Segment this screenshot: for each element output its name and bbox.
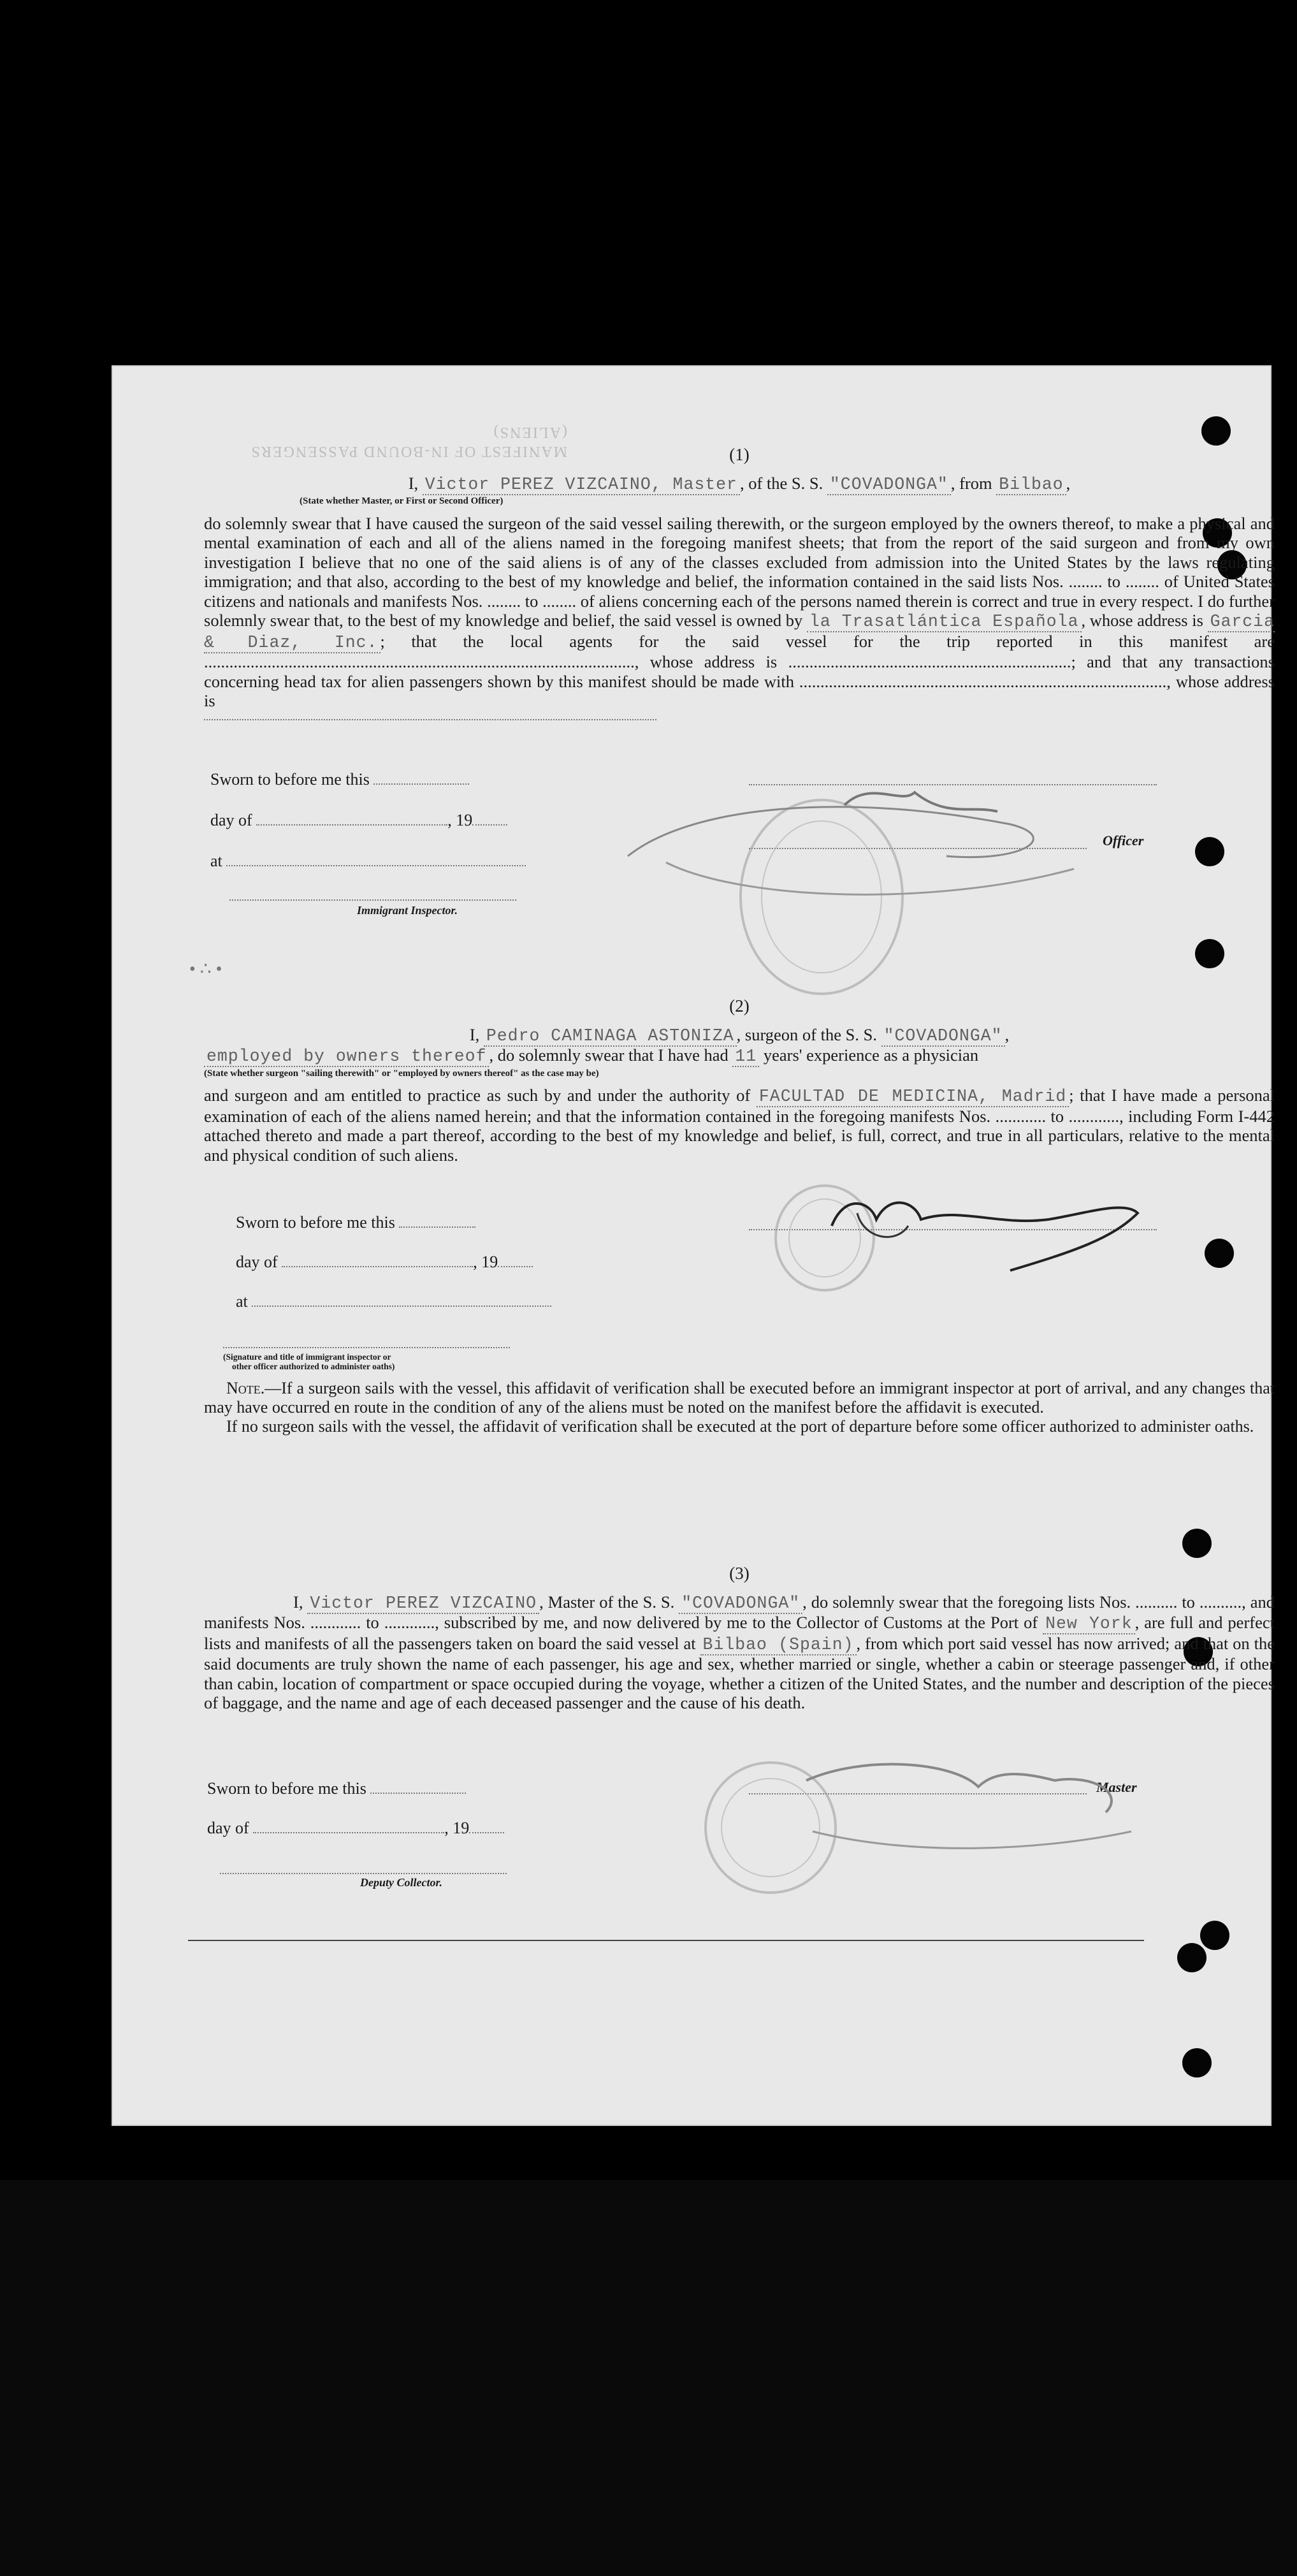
master-oath-text: do solemnly swear that I have caused the surgeon of the said vessel sailing therewith, or the surgeon employed by the owners thereof, to make a physical and mental examination of each and all of the aliens named in the foregoing manifest sheets; that from the report of the said surgeon and from my own investigation I believe that no one of the said aliens is of any of the classes excluded from admission into the United States by the laws regulating immigration; and that also, according to the best of my knowledge and belief, the information contained in the said lists Nos. ........ to ........ of United States citizens and nationals and manifests Nos. ........ to ........ of aliens concerning each of the persons named therein is correct and true in every respect. I do further solemnly swear that, to the best of my knowledge and belief, the said vessel is owned by xyxy=(204,513,1275,630)
inspector-caption: Immigrant Inspector. xyxy=(357,904,458,917)
collector-caption: Deputy Collector. xyxy=(360,1876,442,1889)
vessel-name-field: "COVADONGA" xyxy=(827,475,951,495)
section-number: (2) xyxy=(729,996,750,1015)
vessel-name-field: "COVADONGA" xyxy=(679,1594,802,1614)
section-master-oath: (1) I, Victor PEREZ VIZCAINO, Master , of the S. S. "COVADONGA" , from Bilbao , (State whether Master, or First or Second Officer) do solemnly swear that I have caused the surgeon of the said vessel sailing therewith, or the surgeon employed by the owners thereof, to make a physical and mental examination of each and all of the aliens named in the foregoing manifest sheets; that from the report of the said surgeon and from my own investigation I believe that no one of the said aliens is of any of the classes excluded from admission into the United States by the laws regulating immigration; and that also, according to the best of my knowledge and belief, the information contained in the said lists Nos. ........ to ........ of United States citizens and nationals and manifests Nos. ........ to ........ of aliens concerning each of the persons named therein is correct and true in every respect. I do further solemnly swear that, to the best of my knowledge and belief, the said vessel is owned by la Trasatlántica Española , whose address is Garcia & Diaz, Inc. ; that the local agents for the said vessel for the trip reported in this manifest are ......................................................................................................, whose address is ...................................................................; and that any transactions concerning head tax for alien passengers shown by this manifest should be made with ......................................................................................., whose address is xyxy=(204,445,1275,711)
punch-hole xyxy=(1195,837,1224,866)
signature-caption xyxy=(223,1352,395,1371)
surgeon-name-field: Pedro CAMINAGA ASTONIZA xyxy=(484,1026,737,1047)
agents-text: ; that the local agents for the said vessel for the trip reported in this manifest are ......................................................................................................, whose address is ...................................................................; and that any transactions concerning head tax for alien passengers shown by this manifest should be made with ......................................................................................., whose address is xyxy=(204,631,1275,710)
label-i: I, xyxy=(408,473,419,493)
sworn-block-3 xyxy=(207,1779,564,1858)
punch-hole xyxy=(1205,1239,1234,1268)
punch-hole xyxy=(1200,1921,1229,1950)
master-caption: Master xyxy=(1096,1779,1137,1795)
label-of-ss: , of the S. S. xyxy=(739,473,823,493)
arrival-port-field: New York xyxy=(1043,1614,1135,1634)
medical-authority-field: FACULTAD DE MEDICINA, Madrid xyxy=(757,1087,1069,1107)
scanner-background xyxy=(0,2180,1297,2576)
day-of-label: day of xyxy=(207,1819,249,1837)
surgeon-oath-text: ; that I have made a personal examination of each of the aliens named herein; and that the information contained in the foregoing manifests Nos. ............ to ............, including Form I-442 attached thereto and made a part thereof, according to the best of my knowledge and belief, is full, correct, and true in all particulars, relative to the mental and physical condition of such aliens. xyxy=(204,1086,1275,1165)
label-master-of: , Master of the S. S. xyxy=(539,1592,675,1612)
section-number: (1) xyxy=(729,445,750,464)
embarkation-port-field: Bilbao (Spain) xyxy=(700,1635,857,1655)
master-name-field: Victor PEREZ VIZCAINO xyxy=(307,1594,539,1614)
label-solemnly: , do solemnly xyxy=(802,1592,895,1612)
surgeon-note xyxy=(204,1379,1275,1436)
delivery-oath-text: , are full and perfect lists and manifests of all the passengers taken on board the said vessel at xyxy=(204,1613,1275,1653)
delivery-oath-text: , from which port said vessel has now arrived; and that on the said documents are truly shown the name of each passenger, his age and sex, whether married or single, whether a cabin or steerage passenger and, if other than cabin, location of compartment or space occupied during the voyage, whether a citizen of the United States, and the number and description of the pieces of baggage, and the name and age of each deceased passenger and the cause of his death. xyxy=(204,1633,1275,1712)
authority-text: and surgeon and am entitled to practice as such by and under the authority of xyxy=(204,1086,751,1105)
note-label: Note. xyxy=(226,1379,265,1397)
punch-hole xyxy=(1177,1943,1206,1972)
signature-caption-line: other officer authorized to administer oaths) xyxy=(232,1362,395,1371)
year-label: , 19 xyxy=(473,1253,498,1271)
sworn-block-2 xyxy=(236,1213,593,1332)
signature-caption-line: (Signature and title of immigrant inspector or xyxy=(223,1352,391,1362)
manifest-page xyxy=(112,365,1275,2126)
dotted-line xyxy=(204,719,656,720)
inspector-signature-line xyxy=(229,899,516,901)
collector-signature-line xyxy=(220,1873,507,1874)
vessel-name-field: "COVADONGA" xyxy=(881,1026,1005,1047)
surgeon-status-field: employed by owners thereof xyxy=(204,1047,489,1067)
note-text: —If a surgeon sails with the vessel, this affidavit of verification shall be executed before an immigrant inspector at port of arrival, and any changes that may have occurred en route in the condition of any of the aliens must be noted on the manifest before the affidavit is executed. xyxy=(204,1379,1275,1416)
officer-signature xyxy=(615,767,1087,933)
bleed-through-text: MANIFEST OF IN-BOUND PASSENGERS (ALIENS) xyxy=(250,424,567,460)
punch-hole xyxy=(1201,416,1231,446)
section-number: (3) xyxy=(729,1564,750,1583)
departure-port-field: Bilbao xyxy=(996,475,1066,495)
sworn-label: Sworn to before me this xyxy=(207,1779,366,1798)
punch-hole xyxy=(1182,1529,1212,1558)
note-text: If no surgeon sails with the vessel, the affidavit of verification shall be executed at the port of departure before some officer authorized to administer oaths. xyxy=(226,1417,1254,1436)
at-label: at xyxy=(210,852,222,870)
section-surgeon-oath: (2) I, Pedro CAMINAGA ASTONIZA , surgeon of the S. S. "COVADONGA" , employed by owners thereof , do solemnly swear that I have had 11 years' experience as a physician (State whether surgeon "sailing therewith" or "employed by owners thereof" as the case may be) and surgeon and am entitled to practice as such by and under the authority of FACULTAD DE MEDICINA, Madrid ; that I have made a personal examination of each of the aliens named herein; and that the information contained in the foregoing manifests Nos. ............ to ............, including Form I-442 attached thereto and made a part thereof, according to the best of my knowledge and belief, is full, correct, and true in all particulars, relative to the mental and physical condition of such aliens. xyxy=(204,996,1275,1165)
year-label: , 19 xyxy=(444,1819,470,1837)
pencil-mark: • ∴ • xyxy=(189,959,222,979)
surgeon-swear-text: , do solemnly swear that I have had xyxy=(489,1045,728,1065)
day-of-label: day of xyxy=(236,1253,278,1271)
label-i: I, xyxy=(293,1592,303,1612)
label-from: , from xyxy=(950,473,992,493)
owner-address-field: Garcia & Diaz, Inc. xyxy=(204,612,1275,652)
punch-hole xyxy=(1182,2048,1212,2078)
officer-caption: Officer xyxy=(1103,833,1144,848)
experience-text: years' experience as a physician xyxy=(763,1045,979,1065)
punch-hole xyxy=(1195,939,1224,968)
surgeon-signature xyxy=(819,1181,1150,1283)
master-signature xyxy=(787,1755,1144,1863)
horizontal-rule xyxy=(188,1940,1144,1941)
label-surgeon-of: , surgeon of the S. S. xyxy=(736,1024,877,1044)
sworn-label: Sworn to before me this xyxy=(210,770,370,789)
day-of-label: day of xyxy=(210,811,252,829)
state-surgeon-note: (State whether surgeon "sailing therewith" or "employed by owners thereof" as the case may be) xyxy=(204,1068,599,1079)
delivery-oath-text: swear that the foregoing lists Nos. .......... to .........., and manifests Nos. ............ to ............, subscribed by me, and now delivered by me to the Collector of Customs at the Port of xyxy=(204,1592,1275,1632)
label-whose-address: whose address is xyxy=(1089,611,1203,630)
at-label: at xyxy=(236,1292,248,1311)
sworn-block-1 xyxy=(210,770,567,892)
year-label: , 19 xyxy=(447,811,473,829)
years-experience-field: 11 xyxy=(732,1047,759,1067)
label-i: I, xyxy=(469,1024,480,1044)
master-name-field: Victor PEREZ VIZCAINO, Master xyxy=(423,475,740,495)
state-officer-note: (State whether Master, or First or Second Officer) xyxy=(300,496,504,506)
section-delivery-oath xyxy=(204,1564,1275,1713)
oath-officer-signature-line xyxy=(223,1347,510,1348)
vessel-owner-field: la Trasatlántica Española xyxy=(807,612,1082,632)
sworn-label: Sworn to before me this xyxy=(236,1213,395,1232)
